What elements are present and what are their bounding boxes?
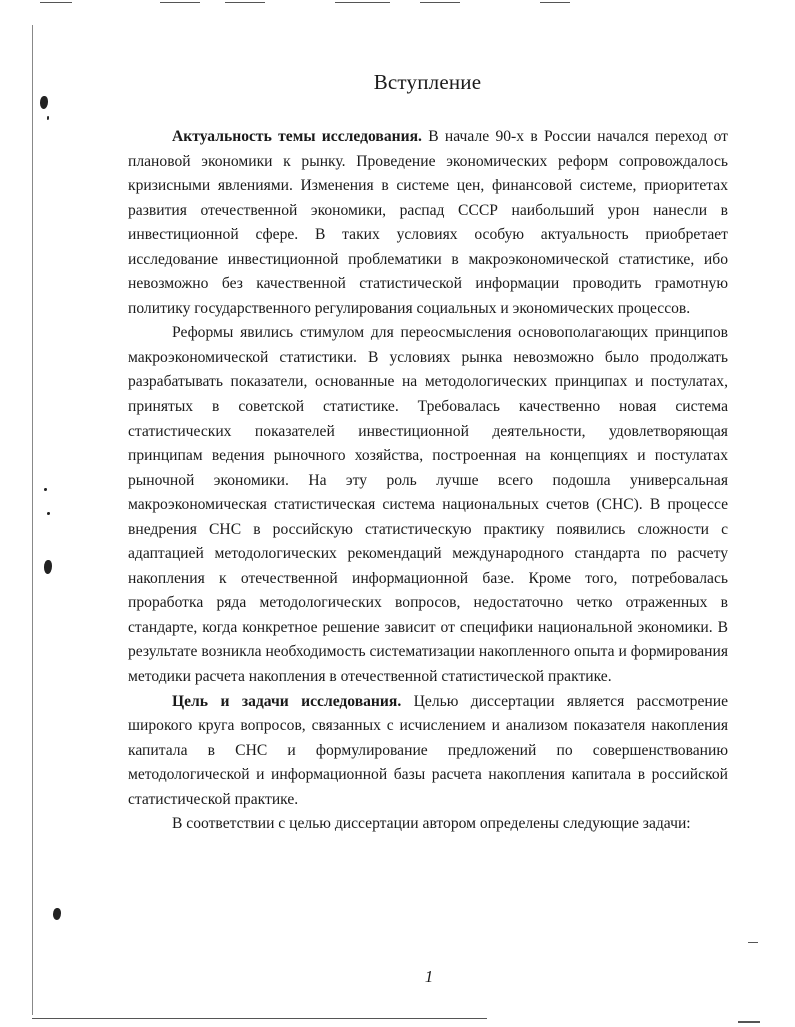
speck-mark-3	[47, 512, 50, 515]
scan-top-edge-line-5	[420, 2, 460, 3]
scan-top-edge-line-4	[335, 2, 390, 3]
paragraph-relevance	[128, 125, 728, 321]
binding-hole-mark-2	[44, 560, 52, 574]
page-number: 1	[424, 967, 434, 986]
body-text	[128, 125, 728, 837]
scan-left-margin-line	[32, 25, 33, 1015]
paragraph-reforms-text: Реформы явились стимулом для переосмысления основополагающих принципов макроэкономической статистики. В условиях рынка невозможно было продолжать разрабатывать показатели, основанные на методологических принципах и постулатах, принятых в советской статистике. Требовалась качественно новая система статистических показателей инвестиционной деятельности, удовлетворяющая принципам ведения рыночного хозяйства, построенная на концепциях и постулатах рыночной экономики. На эту роль лучше всего подошла универсальная макроэкономическая статистическая система национальных счетов (СНС). В процессе внедрения СНС в российскую статистическую практику появились сложности с адаптацией методологических рекомендаций международного стандарта по расчету накопления к отечественной информационной базе. Кроме того, потребовалась проработка ряда методологических вопросов, недостаточно четко отраженных в стандарте, когда конкретное решение зависит от специфики национальной экономики. В результате возникла необходимость систематизации накопленного опыта и формирования методики расчета накопления в отечественной статистической практике.	[128, 324, 728, 686]
scan-bottom-right-mark	[738, 1021, 760, 1023]
scan-top-edge-line-2	[160, 2, 200, 3]
paragraph-goals-lead: Цель и задачи исследования.	[172, 692, 402, 710]
paragraph-tasks	[128, 812, 728, 837]
speck-mark-1	[47, 116, 49, 120]
page-title: Вступление	[373, 70, 482, 94]
paragraph-reforms	[128, 321, 728, 689]
scan-top-edge-line-3	[225, 2, 265, 3]
paragraph-goals-text: Целью диссертации является рассмотрение широкого круга вопросов, связанных с исчислением и анализом показателя накопления капитала в СНС и формулирование предложений по совершенствованию методологической и информационной базы расчета накопления капитала в российской статистической практике.	[128, 692, 728, 808]
binding-hole-mark-3	[53, 908, 61, 920]
scan-bottom-edge-line	[32, 1018, 487, 1019]
scan-top-edge-line-6	[540, 2, 570, 3]
paragraph-relevance-lead: Актуальность темы исследования.	[172, 128, 422, 145]
speck-mark-2	[44, 488, 47, 491]
binding-hole-mark-1	[40, 96, 48, 109]
scan-top-edge-line-1	[40, 2, 72, 3]
paragraph-goals	[128, 690, 728, 813]
paragraph-tasks-text: В соответствии с целью диссертации автором определены следующие задачи:	[172, 815, 691, 833]
scan-right-margin-mark	[748, 942, 758, 943]
paragraph-relevance-text: В начале 90-х в России начался переход от плановой экономики к рынку. Проведение экономических реформ сопровождалось кризисными явлениями. Изменения в системе цен, финансовой системе, приоритетах развития отечественной экономики, распад СССР наибольший урон нанесли в инвестиционной сфере. В таких условиях особую актуальность приобретает исследование инвестиционной проблематики в макроэкономической статистике, ибо невозможно без качественной статистической информации проводить грамотную политику государственного регулирования социальных и экономических процессов.	[128, 128, 728, 317]
